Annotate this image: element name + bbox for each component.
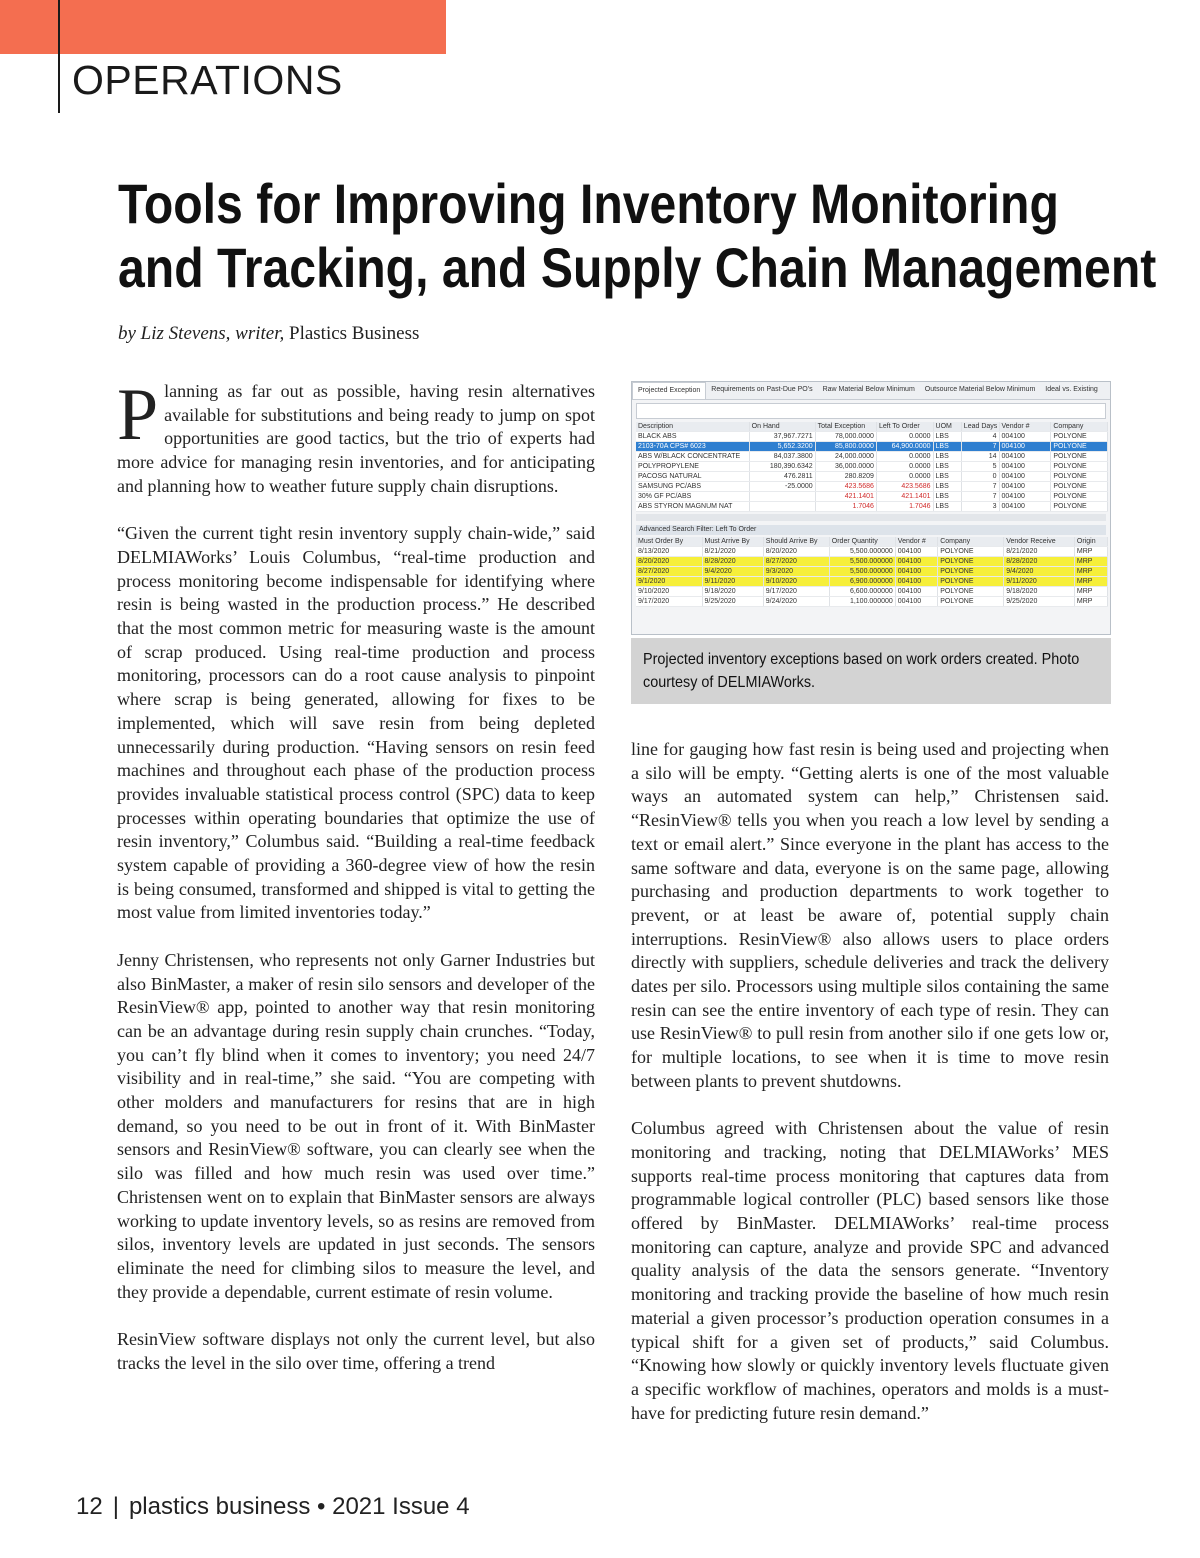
table-cell: BLACK ABS [636,432,749,442]
table-cell: MRP [1074,567,1107,577]
issue-label: 2021 Issue 4 [332,1493,470,1520]
table-cell: 004100 [999,492,1051,502]
right-column [631,738,1109,1449]
table-cell: POLYONE [938,547,1004,557]
table-row[interactable] [636,442,1108,452]
table-cell: 004100 [895,547,937,557]
tab-projected-exception[interactable]: Projected Exception [632,382,706,399]
paragraph: “Given the current tight resin inventory supply chain-wide,” said DELMIAWorks’ Louis Columbus, “real-time production and process monitoring become indispensable for identifying where resin is being wasted in the production process.” He described that the most common metric for measuring waste is the amount of scrap produced. Using real-time production and process monitoring, processors can do a root cause analysis to pinpoint where scrap is being generated, allowing for fixes to be implemented, which will save resin from being depleted unnecessarily during production. “Having sensors on resin feed machines and throughout each phase of the production process provides invaluable statistical process control (SPC) data to keep processes within operating boundaries that optimize the use of resin inventory,” Columbus said. “Building a real-time feedback system capable of providing a 360-degree view of how the resin is being consumed, transformed and shipped is vital to getting the most value from limited inventories today.” [117,523,595,923]
column-header[interactable]: Must Order By [636,537,702,547]
table-cell: 5,500.000000 [829,567,895,577]
tab-bar [632,382,1110,400]
table-cell: 004100 [999,462,1051,472]
table-cell: 9/4/2020 [702,567,763,577]
tab-requirements-on-past-due-po-s[interactable]: Requirements on Past-Due PO's [711,386,813,393]
table-cell: 004100 [895,597,937,607]
table-row[interactable] [636,547,1108,557]
column-header[interactable]: UOM [933,422,961,432]
table-cell: PACOSG NATURAL [636,472,749,482]
table-cell: 004100 [895,567,937,577]
table-cell: 14 [961,452,999,462]
drop-cap: P [117,374,159,456]
table-cell: 8/13/2020 [636,547,702,557]
table-cell: 5 [961,462,999,472]
table-cell: 004100 [999,432,1051,442]
table-row[interactable] [636,567,1108,577]
table-cell: 24,000.0000 [815,452,876,462]
table-cell: MRP [1074,587,1107,597]
table-cell: 6,900.000000 [829,577,895,587]
table-row[interactable] [636,432,1108,442]
table-cell: 8/27/2020 [763,557,829,567]
table-cell: 004100 [999,502,1051,512]
table-cell: 004100 [895,587,937,597]
column-header[interactable]: Lead Days [961,422,999,432]
title-line-1: Tools for Improving Inventory Monitoring [118,172,1059,235]
publication-name: plastics business [128,1493,311,1520]
column-header[interactable]: Order Quantity [829,537,895,547]
table-row[interactable] [636,482,1108,492]
table-cell: 9/1/2020 [636,577,702,587]
table-cell: LBS [933,462,961,472]
table-cell: 8/20/2020 [763,547,829,557]
table-cell: 004100 [999,452,1051,462]
table-cell: 9/25/2020 [702,597,763,607]
table-cell: 5,652.3200 [749,442,815,452]
table-cell: 78,000.0000 [815,432,876,442]
table-cell: 9/3/2020 [763,567,829,577]
table-cell: LBS [933,472,961,482]
table-cell: POLYONE [1051,452,1108,462]
table-cell: 3 [961,502,999,512]
table-cell: MRP [1074,577,1107,587]
byline [118,322,419,346]
paragraph: line for gauging how fast resin is being used and projecting when a silo will be empty. “Getting alerts is one of the most valuable ways an automated system can help,” Christensen said. “ResinView® tells you when you reach a low level by sending a text or email alert.” Since everyone in the plant has access to the same software and data, everyone is on the same page, allowing purchasing and production departments to work together to prevent, or at least be aware of, potential supply chain interruptions. ResinView® also allows users to place orders directly with suppliers, schedule deliveries and track the delivery dates per silo. Processors using multiple silos containing the same resin can see the entire inventory of each type of resin. They can use ResinView® to pull resin from another silo if one gets low or, for multiple locations, to see when it is time to move resin between plants to prevent shutdowns. [631,739,1109,1091]
column-header[interactable]: Company [938,537,1004,547]
column-header[interactable]: Total Exception [815,422,876,432]
table-cell: LBS [933,442,961,452]
subgrid-header: Advanced Search Filter: Left To Order [636,525,1106,535]
table-cell: 1.7046 [815,502,876,512]
table-cell: 423.5686 [876,482,933,492]
table-cell: 9/17/2020 [763,587,829,597]
table-cell: POLYONE [938,577,1004,587]
table-cell: POLYONE [1051,472,1108,482]
table-cell: 9/18/2020 [1004,587,1075,597]
table-cell: 7 [961,492,999,502]
table-cell: 9/4/2020 [1004,567,1075,577]
column-header[interactable]: Left To Order [876,422,933,432]
table-cell: 476.2811 [749,472,815,482]
table-cell: 421.1401 [815,492,876,502]
filter-row [636,403,1106,419]
table-cell: 8/27/2020 [636,567,702,577]
table-cell: MRP [1074,597,1107,607]
table-cell: 8/21/2020 [1004,547,1075,557]
table-cell: POLYONE [1051,482,1108,492]
table-cell: POLYONE [1051,432,1108,442]
table-cell: 423.5686 [815,482,876,492]
table-cell: SAMSUNG PC/ABS [636,482,749,492]
table-row[interactable] [636,577,1108,587]
paragraph: Planning as far out as possible, having resin alternatives available for substitutions and being ready to jump on spot opportunities are good tactics, but the trio of experts had more advice for managing resin inventories, and for anticipating and planning how to weather future supply chain disruptions. [117,374,595,496]
table-cell: POLYONE [938,567,1004,577]
page-footer: 12 | plastics business • 2021 Issue 4 [76,1493,470,1520]
table-cell: 7 [961,482,999,492]
column-header[interactable]: Vendor # [895,537,937,547]
table-cell: POLYPROPYLENE [636,462,749,472]
table-cell: 1,100.000000 [829,597,895,607]
table-cell: 9/10/2020 [763,577,829,587]
table-cell: 9/11/2020 [702,577,763,587]
table-cell: 9/10/2020 [636,587,702,597]
column-header[interactable]: Description [636,422,749,432]
table-cell: LBS [933,432,961,442]
table-cell: 6,600.000000 [829,587,895,597]
paragraph: ResinView software displays not only the current level, but also tracks the level in the silo over time, offering a trend [117,1329,595,1373]
exception-table [636,422,1108,512]
order-table [636,537,1108,607]
section-label: OPERATIONS [72,57,343,103]
byline-author: by Liz Stevens, writer, [118,323,285,344]
table-cell: 9/18/2020 [702,587,763,597]
table-cell: POLYONE [1051,462,1108,472]
column-header[interactable]: On Hand [749,422,815,432]
table-cell: 004100 [999,442,1051,452]
table-row[interactable] [636,452,1108,462]
table-cell: 9/17/2020 [636,597,702,607]
column-header[interactable]: Must Arrive By [702,537,763,547]
table-cell: 2103-70A CPS# 6023 [636,442,749,452]
table-cell: 36,000.0000 [815,462,876,472]
table-cell: ABS W/BLACK CONCENTRATE [636,452,749,462]
table-cell: 421.1401 [876,492,933,502]
table-cell: 0 [961,472,999,482]
table-cell: 0.0000 [876,432,933,442]
table-cell: 84,037.3800 [749,452,815,462]
table-cell: POLYONE [1051,442,1108,452]
table-cell: 0.0000 [876,452,933,462]
table-cell: POLYONE [1051,502,1108,512]
table-cell: 280.8209 [815,472,876,482]
table-cell: 4 [961,432,999,442]
table-cell: ABS STYRON MAGNUM NAT [636,502,749,512]
table-cell: 8/28/2020 [1004,557,1075,567]
table-cell: MRP [1074,557,1107,567]
page-number: 12 [76,1493,103,1520]
software-screenshot [631,381,1111,635]
table-cell [749,502,815,512]
byline-publication: Plastics Business [289,323,420,344]
figure-caption: Projected inventory exceptions based on work orders created. Photo courtesy of DELMIAWorks. [631,638,1111,704]
column-header[interactable]: Origin [1074,537,1107,547]
table-cell: 9/25/2020 [1004,597,1075,607]
left-column [117,374,595,1399]
table-cell: 8/21/2020 [702,547,763,557]
table-cell: 9/24/2020 [763,597,829,607]
table-cell: LBS [933,502,961,512]
table-cell: -25.0000 [749,482,815,492]
table-cell: 5,500.000000 [829,557,895,567]
table-cell: 004100 [895,577,937,587]
figure [631,381,1111,707]
table-cell: 004100 [895,557,937,567]
table-cell: 004100 [999,472,1051,482]
table-cell: POLYONE [938,557,1004,567]
table-row[interactable] [636,472,1108,482]
accent-bar [0,0,446,54]
table-cell: 0.0000 [876,462,933,472]
table-cell: 0.0000 [876,472,933,482]
tab-outsource-material-below-minimum[interactable]: Outsource Material Below Minimum [924,386,1036,393]
table-cell: LBS [933,452,961,462]
table-cell: MRP [1074,547,1107,557]
footer-bullet: • [317,1493,326,1520]
table-row[interactable] [636,587,1108,597]
table-cell: LBS [933,492,961,502]
table-row[interactable] [636,502,1108,512]
paragraph: Columbus agreed with Christensen about the value of resin monitoring and tracking, noting that DELMIAWorks’ MES supports real-time process monitoring that captures data from programmable logical controller (PLC) based sensors like those offered by BinMaster. DELMIAWorks’ real-time process monitoring can capture, analyze and provide SPC and advanced quality analysis of the data the sensors generate. “Inventory monitoring and tracking provide the baseline of how much resin material a given processor’s production operation consumes in a typical shift for a given set of products,” said Columbus. “Knowing how slowly or quickly inventory levels fluctuate given a specific workflow of machines, operators and molds is a must-have for predicting future resin demand.” [631,1118,1109,1423]
table-cell: POLYONE [938,597,1004,607]
column-header[interactable]: Company [1051,422,1108,432]
table-cell: 30% GF PC/ABS [636,492,749,502]
table-cell: 64,900.0000 [876,442,933,452]
table-cell: 5,500.000000 [829,547,895,557]
tab-raw-material-below-minimum[interactable]: Raw Material Below Minimum [822,386,915,393]
table-cell: 004100 [999,482,1051,492]
table-cell: 9/11/2020 [1004,577,1075,587]
horizontal-scrollbar[interactable] [636,514,1106,521]
table-cell: LBS [933,482,961,492]
table-cell: POLYONE [938,587,1004,597]
table-cell: 85,800.0000 [815,442,876,452]
table-cell: POLYONE [1051,492,1108,502]
column-header[interactable]: Should Arrive By [763,537,829,547]
paragraph: Jenny Christensen, who represents not only Garner Industries but also BinMaster, a maker of resin silo sensors and developer of the ResinView® app, pointed to another way that resin monitoring can be an advantage during resin supply chain crunches. “Today, you can’t fly blind when it comes to inventory; you need 24/7 visibility and in real-time,” she said. “You are competing with other molders and manufacturers for resins that are in high demand, so you need to be out in front of it. With BinMaster sensors and ResinView® software, you can clearly see when the silo was filled and how much resin was used over time.” Christensen went on to explain that BinMaster sensors are always working to update inventory levels, so as resins are removed from silos, inventory levels are updated in just seconds. The sensors eliminate the need for climbing silos to measure the level, and they provide a dependable, current estimate of resin volume. [117,949,595,1302]
table-row[interactable] [636,557,1108,567]
table-row[interactable] [636,462,1108,472]
table-cell: 180,390.6342 [749,462,815,472]
tab-ideal-vs-existing[interactable]: Ideal vs. Existing [1045,386,1098,393]
table-cell: 8/20/2020 [636,557,702,567]
table-cell: 8/28/2020 [702,557,763,567]
section-rule [58,0,60,113]
column-header[interactable]: Vendor Receive [1004,537,1075,547]
table-cell: 1.7046 [876,502,933,512]
table-row[interactable] [636,492,1108,502]
table-cell: 37,967.7271 [749,432,815,442]
table-cell: 7 [961,442,999,452]
column-header[interactable]: Vendor # [999,422,1051,432]
table-row[interactable] [636,597,1108,607]
title-line-2: and Tracking, and Supply Chain Management [118,236,1157,299]
article-title [118,172,1157,300]
table-cell [749,492,815,502]
